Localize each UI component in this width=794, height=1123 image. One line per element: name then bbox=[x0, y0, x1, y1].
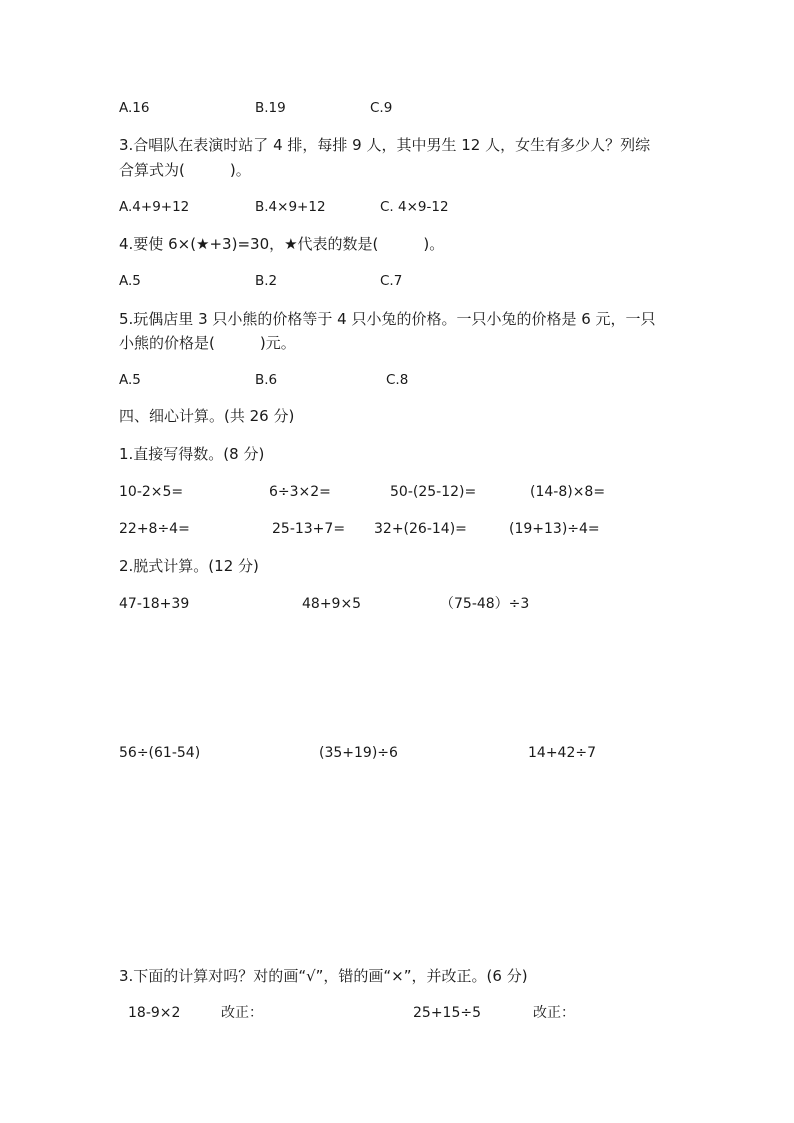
q3-text-line2: 合算式为( )。 bbox=[119, 161, 251, 179]
q4-option-c: C.7 bbox=[380, 273, 403, 289]
q2-option-a: A.16 bbox=[119, 100, 150, 116]
stepwise-calc-item: 48+9×5 bbox=[302, 596, 362, 612]
q3-option-a: A.4+9+12 bbox=[119, 199, 190, 215]
stepwise-calc-item: (35+19)÷6 bbox=[319, 745, 398, 761]
part1-title: 1.直接写得数。(8 分) bbox=[119, 445, 265, 463]
mental-calc-item: (19+13)÷4= bbox=[509, 521, 600, 537]
mental-calc-item: 32+(26-14)= bbox=[374, 521, 467, 537]
part3-title: 3.下面的计算对吗？对的画“√”，错的画“×”，并改正。(6 分) bbox=[119, 967, 528, 985]
q5-option-a: A.5 bbox=[119, 372, 141, 388]
stepwise-calc-item: 56÷(61-54) bbox=[119, 745, 201, 761]
q5-text-line1: 5.玩偶店里 3 只小熊的价格等于 4 只小兔的价格。一只小兔的价格是 6 元，一只 bbox=[119, 310, 656, 328]
q2-option-b: B.19 bbox=[255, 100, 286, 116]
q3-text-line1: 3.合唱队在表演时站了 4 排，每排 9 人，其中男生 12 人，女生有多少人？列综 bbox=[119, 136, 651, 154]
stepwise-calc-item: 47-18+39 bbox=[119, 596, 190, 612]
q2-option-c: C.9 bbox=[370, 100, 393, 116]
q4-option-b: B.2 bbox=[255, 273, 278, 289]
check-expression: 25+15÷5 bbox=[413, 1005, 481, 1021]
q3-option-b: B.4×9+12 bbox=[255, 199, 326, 215]
q4-option-a: A.5 bbox=[119, 273, 141, 289]
part2-title: 2.脱式计算。(12 分) bbox=[119, 557, 259, 575]
mental-calc-item: 22+8÷4= bbox=[119, 521, 190, 537]
mental-calc-item: (14-8)×8= bbox=[530, 484, 606, 500]
q5-option-c: C.8 bbox=[386, 372, 409, 388]
mental-calc-item: 50-(25-12)= bbox=[390, 484, 477, 500]
q5-option-b: B.6 bbox=[255, 372, 278, 388]
correction-label: 改正： bbox=[533, 1005, 575, 1021]
stepwise-calc-item: （75-48）÷3 bbox=[440, 596, 530, 612]
correction-label: 改正： bbox=[221, 1005, 263, 1021]
mental-calc-item: 6÷3×2= bbox=[269, 484, 331, 500]
q5-text-line2: 小熊的价格是( )元。 bbox=[119, 334, 296, 352]
stepwise-calc-item: 14+42÷7 bbox=[528, 745, 596, 761]
q3-option-c: C. 4×9-12 bbox=[380, 199, 449, 215]
mental-calc-item: 25-13+7= bbox=[272, 521, 346, 537]
section-heading: 四、细心计算。(共 26 分) bbox=[119, 407, 295, 425]
mental-calc-item: 10-2×5= bbox=[119, 484, 184, 500]
check-expression: 18-9×2 bbox=[128, 1005, 181, 1021]
q4-text: 4.要使 6×(★+3)=30，★代表的数是( )。 bbox=[119, 235, 445, 253]
